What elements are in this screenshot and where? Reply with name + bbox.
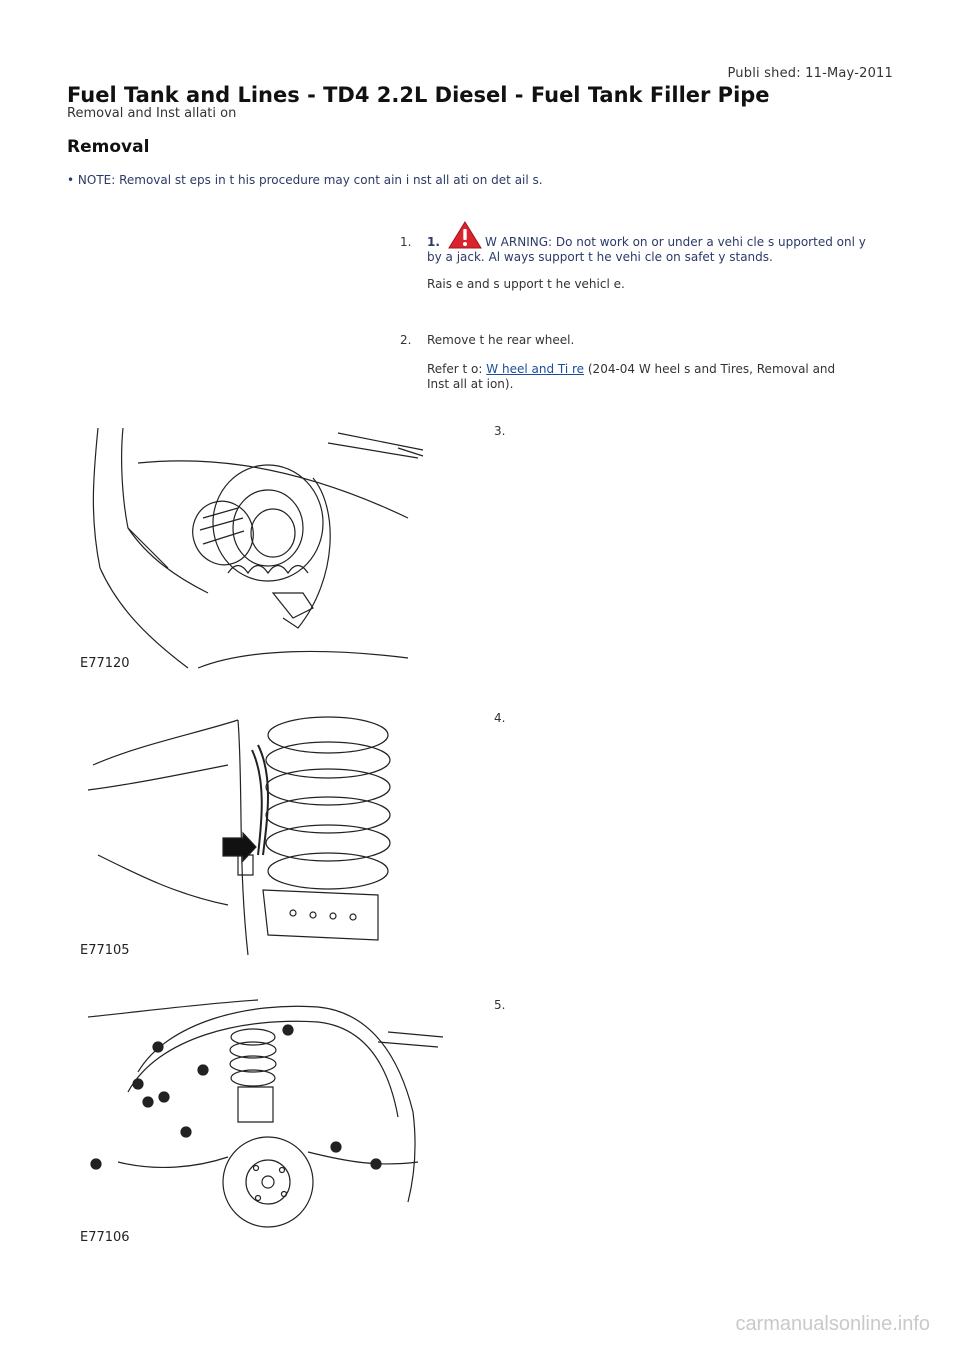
- published-date: Publi shed: 11-May-2011: [727, 66, 893, 81]
- step-1-text: Rais e and s upport t he vehicl e.: [427, 277, 625, 291]
- step-2-reference-cont: Inst all at ion).: [427, 377, 514, 391]
- step-number-1: 1.: [400, 235, 412, 249]
- reference-prefix: Refer t o:: [427, 362, 483, 376]
- step-number-3: 3.: [494, 424, 506, 438]
- step-2-text: Remove t he rear wheel.: [427, 333, 575, 347]
- page-title: Fuel Tank and Lines - TD4 2.2L Diesel - Fuel Tank Filler Pipe: [67, 83, 770, 107]
- figure-code: E77106: [80, 1230, 130, 1245]
- warning-triangle-icon: [447, 220, 483, 250]
- step-number-4: 4.: [494, 711, 506, 725]
- warning-text-line1: W ARNING: Do not work on or under a vehi cle s upported onl y: [485, 235, 866, 249]
- reference-suffix: (204-04 W heel s and Tires, Removal and: [587, 362, 836, 376]
- note-text: • NOTE: Removal st eps in t his procedure may cont ain i nst all ati on det ail s.: [67, 173, 543, 187]
- figure-code: E77105: [80, 943, 130, 958]
- step-number-2: 2.: [400, 333, 412, 347]
- wheel-arch-liner-illustration: [78, 992, 453, 1247]
- fuel-filler-cap-illustration: [78, 418, 448, 673]
- wheel-and-tire-link[interactable]: W heel and Ti re: [486, 362, 585, 376]
- figure-fuel-filler-cap: [78, 418, 448, 673]
- figure-suspension-spring: [78, 705, 448, 960]
- suspension-spring-illustration: [78, 705, 448, 960]
- warning-text-line2: by a jack. Al ways support t he vehi cle on safet y stands.: [427, 250, 773, 264]
- page-subtitle: Removal and Inst allati on: [67, 106, 237, 121]
- step-1-lead: 1.: [427, 235, 440, 249]
- figure-wheel-arch-liner: [78, 992, 453, 1247]
- figure-code: E77120: [80, 656, 130, 671]
- step-number-5: 5.: [494, 998, 506, 1012]
- step-2-reference: [427, 362, 835, 377]
- section-title: Removal: [67, 137, 150, 157]
- watermark: carmanualsonline.info: [735, 1313, 930, 1335]
